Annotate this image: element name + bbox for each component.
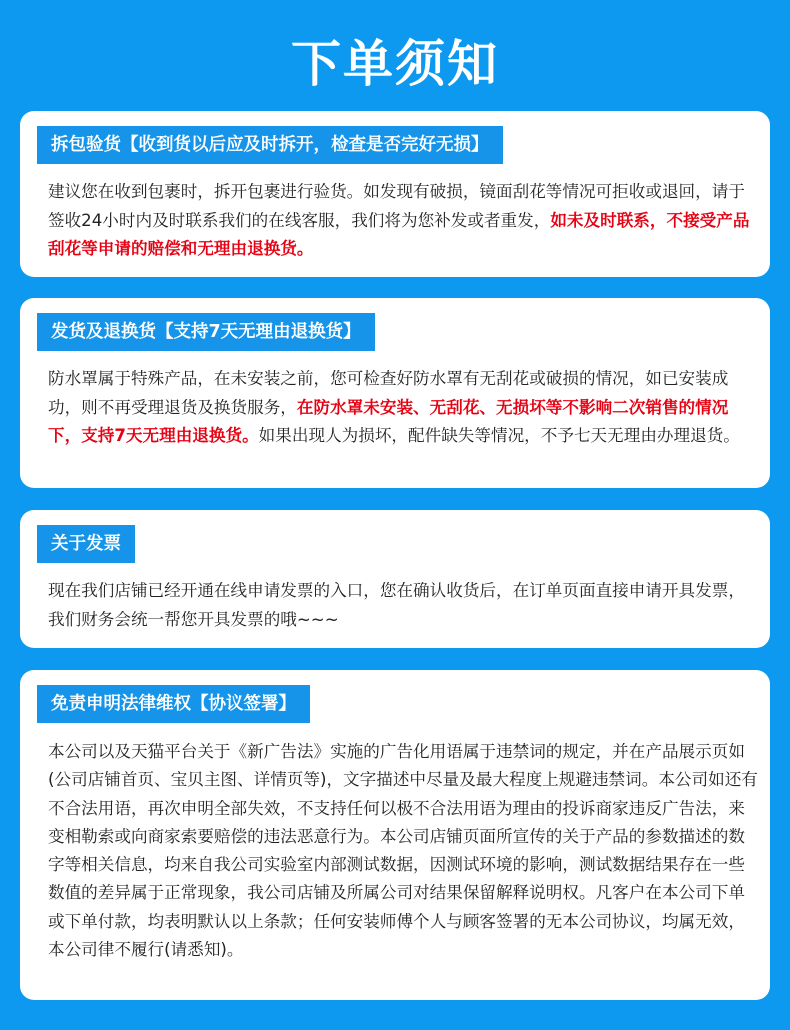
section-body-invoice xyxy=(48,577,760,634)
section-text: 现在我们店铺已经开通在线申请发票的入口，您在确认收货后，在订单页面直接申请开具发票，我们财务会统一帮您开具发票的哦~~~ xyxy=(48,581,745,629)
section-body-disclaimer xyxy=(48,738,760,964)
section-header-inspection: 拆包验货【收到货以后应及时拆开，检查是否完好无损】 xyxy=(37,126,503,164)
section-body-inspection xyxy=(48,178,760,264)
section-text: 建议您在收到包裹时，拆开包裹进行验货。如发现有破损，镜面刮花等情况可拒收或退回，请于签收24小时内及时联系我们的在线客服，我们将为您补发或者重发， xyxy=(48,182,745,230)
section-header-disclaimer: 免责申明法律维权【协议签署】 xyxy=(37,685,310,723)
highlight-text: 如未及时联系，不接受产品刮花等申请的赔偿和无理由退换货。 xyxy=(48,210,750,258)
section-body-returns xyxy=(48,365,760,451)
section-card-returns xyxy=(20,298,770,488)
highlight-text: 在防水罩未安装、无刮花、无损坏等不影响二次销售的情况下，支持7天无理由退换货。 xyxy=(48,397,729,445)
section-card-inspection xyxy=(20,111,770,277)
section-text: 如果出现人为损坏，配件缺失等情况，不予七天无理由办理退货。 xyxy=(258,426,740,445)
page-title: 下单须知 xyxy=(291,35,499,93)
section-text: 本公司以及天猫平台关于《新广告法》实施的广告化用语属于违禁词的规定，并在产品展示页如(公司店铺首页、宝贝主图、详情页等)，文字描述中尽量及最大程度上规避违禁词。本公司如还有不合法用语，再次申明全部失效，不支持任何以极不合法用语为理由的投诉商家违反广告法，来变相勒索或向商家索要赔偿的违法恶意行为。本公司店铺页面所宣传的关于产品的参数描述的数字等相关信息，均来自我公司实验室内部测试数据，因测试环境的影响，测试数据结果存在一些数值的差异属于正常现象，我公司店铺及所属公司对结果保留解释说明权。凡客户在本公司下单或下单付款，均表明默认以上条款；任何安装师傅个人与顾客签署的无本公司协议，均属无效，本公司律不履行(请悉知)。 xyxy=(48,742,758,960)
section-card-disclaimer xyxy=(20,670,770,1000)
section-card-invoice xyxy=(20,510,770,648)
section-header-returns: 发货及退换货【支持7天无理由退换货】 xyxy=(37,313,375,351)
section-header-invoice: 关于发票 xyxy=(37,525,135,563)
section-text: 防水罩属于特殊产品，在未安装之前，您可检查好防水罩有无刮花或破损的情况，如已安装成功，则不再受理退货及换货服务， xyxy=(48,369,729,417)
